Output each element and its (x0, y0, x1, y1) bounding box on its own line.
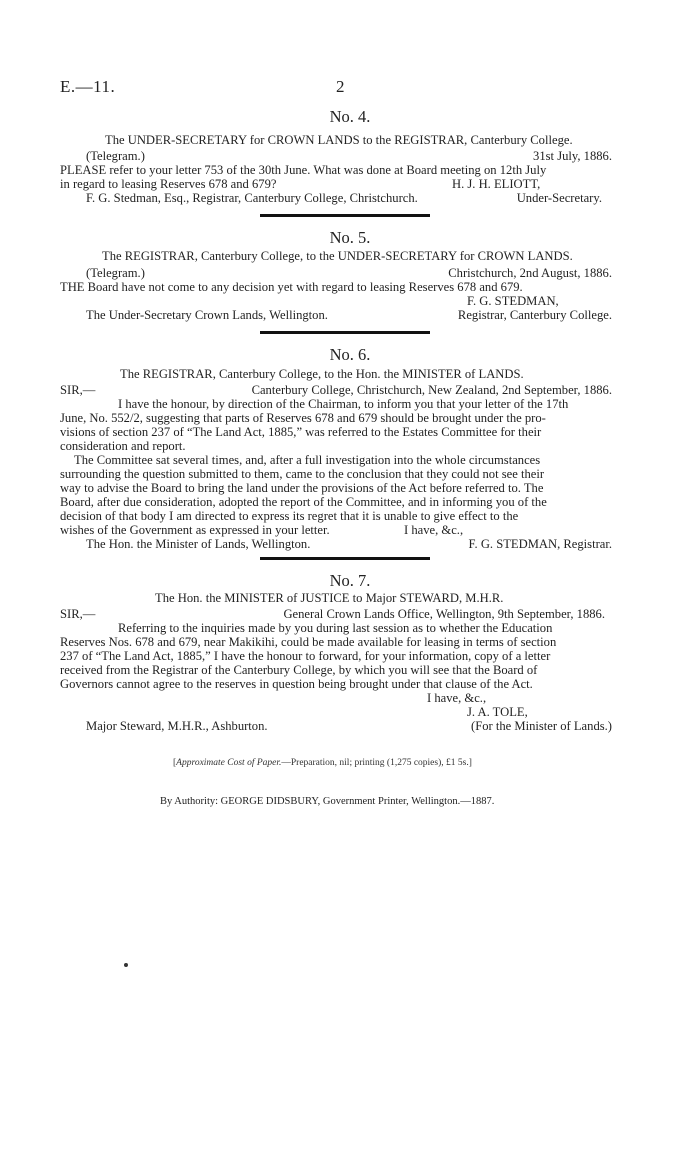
body-line: visions of section 237 of “The Land Act, 1885,” was referred to the Estates Committee for their (60, 425, 542, 439)
letter-date: General Crown Lands Office, Wellington, 9th September, 1886. (283, 607, 605, 621)
cost-note: [Approximate Cost of Paper.—Preparation, nil; printing (1,275 copies), £1 5s.] (173, 758, 472, 768)
body-line: 237 of “The Land Act, 1885,” I have the honour to forward, for your information, copy of a letter (60, 649, 551, 663)
body-line: June, No. 552/2, suggesting that parts of Reserves 678 and 679 should be brought under the pro- (60, 411, 546, 425)
salutation: SIR,— (60, 607, 96, 621)
body-line: Governors cannot agree to the reserves in question being brought under that clause of the Act. (60, 677, 533, 691)
body-line: THE Board have not come to any decision yet with regard to leasing Reserves 678 and 679. (60, 280, 523, 294)
letter-date: Canterbury College, Christchurch, New Zealand, 2nd September, 1886. (251, 383, 612, 397)
signature-name: J. A. TOLE, (467, 705, 528, 719)
section-heading: The UNDER-SECRETARY for CROWN LANDS to the REGISTRAR, Canterbury College. (105, 133, 573, 147)
body-line: I have the honour, by direction of the Chairman, to inform you that your letter of the 17th (118, 397, 569, 411)
addressee: The Hon. the Minister of Lands, Wellington. (86, 537, 311, 551)
body-line: decision of that body I am directed to express its regret that it is unable to give effect to the (60, 509, 519, 523)
body-line: way to advise the Board to bring the land under the provisions of the Act before referred to. The (60, 481, 544, 495)
body-line: PLEASE refer to your letter 753 of the 30th June. What was done at Board meeting on 12th July (60, 163, 547, 177)
printer-authority: By Authority: GEORGE DIDSBURY, Government Printer, Wellington.—1887. (160, 796, 495, 807)
section-number: No. 7. (329, 571, 371, 590)
signature-name: F. G. STEDMAN, (467, 294, 559, 308)
body-line: Reserves Nos. 678 and 679, near Makikihi, could be made available for leasing in terms of section (60, 635, 557, 649)
body-line: surrounding the question submitted to them, came to the conclusion that they could not see their (60, 467, 545, 481)
body-line: The Committee sat several times, and, after a full investigation into the whole circumstances (74, 453, 541, 467)
telegram-label: (Telegram.) (86, 266, 145, 280)
section-heading: The REGISTRAR, Canterbury College, to the UNDER-SECRETARY for CROWN LANDS. (102, 249, 573, 263)
section-divider (260, 557, 430, 560)
signature-name: H. J. H. ELIOTT, (452, 177, 541, 191)
body-line: received from the Registrar of the Canterbury College, by which you will see that the Board of (60, 663, 538, 677)
salutation: SIR,— (60, 383, 96, 397)
letter-date: Christchurch, 2nd August, 1886. (448, 266, 612, 280)
signature-title: Registrar, Canterbury College. (457, 308, 612, 322)
speck (124, 963, 128, 967)
closing: I have, &c., (427, 691, 487, 705)
telegram-label: (Telegram.) (86, 149, 145, 163)
section-number: No. 5. (329, 228, 371, 247)
document-reference: E.—11. (60, 77, 116, 96)
section-number: No. 4. (329, 107, 371, 126)
signature-title: Under-Secretary. (516, 191, 602, 205)
addressee: F. G. Stedman, Esq., Registrar, Canterbury College, Christchurch. (86, 191, 418, 205)
body-line: in regard to leasing Reserves 678 and 679? (60, 177, 277, 191)
body-line: wishes of the Government as expressed in your letter. (60, 523, 330, 537)
addressee: Major Steward, M.H.R., Ashburton. (86, 719, 268, 733)
section-divider (260, 214, 430, 217)
addressee: The Under-Secretary Crown Lands, Wellington. (86, 308, 328, 322)
body-line: consideration and report. (60, 439, 186, 453)
cost-label: Approximate Cost of Paper. (176, 758, 282, 768)
section-heading: The Hon. the MINISTER of JUSTICE to Major STEWARD, M.H.R. (155, 591, 504, 605)
signature-title: (For the Minister of Lands.) (471, 719, 612, 733)
closing: I have, &c., (404, 523, 464, 537)
section-divider (260, 331, 430, 334)
body-line: Referring to the inquiries made by you during last session as to whether the Education (118, 621, 553, 635)
section-heading: The REGISTRAR, Canterbury College, to the Hon. the MINISTER of LANDS. (120, 367, 524, 381)
section-number: No. 6. (329, 345, 371, 364)
signature: F. G. STEDMAN, Registrar. (468, 537, 612, 551)
cost-text: —Preparation, nil; printing (1,275 copies), £1 5s. (281, 758, 469, 768)
letter-date: 31st July, 1886. (533, 149, 612, 163)
page-number: 2 (336, 77, 345, 96)
body-line: Board, after due consideration, adopted the report of the Committee, and in informing you of the (60, 495, 547, 509)
